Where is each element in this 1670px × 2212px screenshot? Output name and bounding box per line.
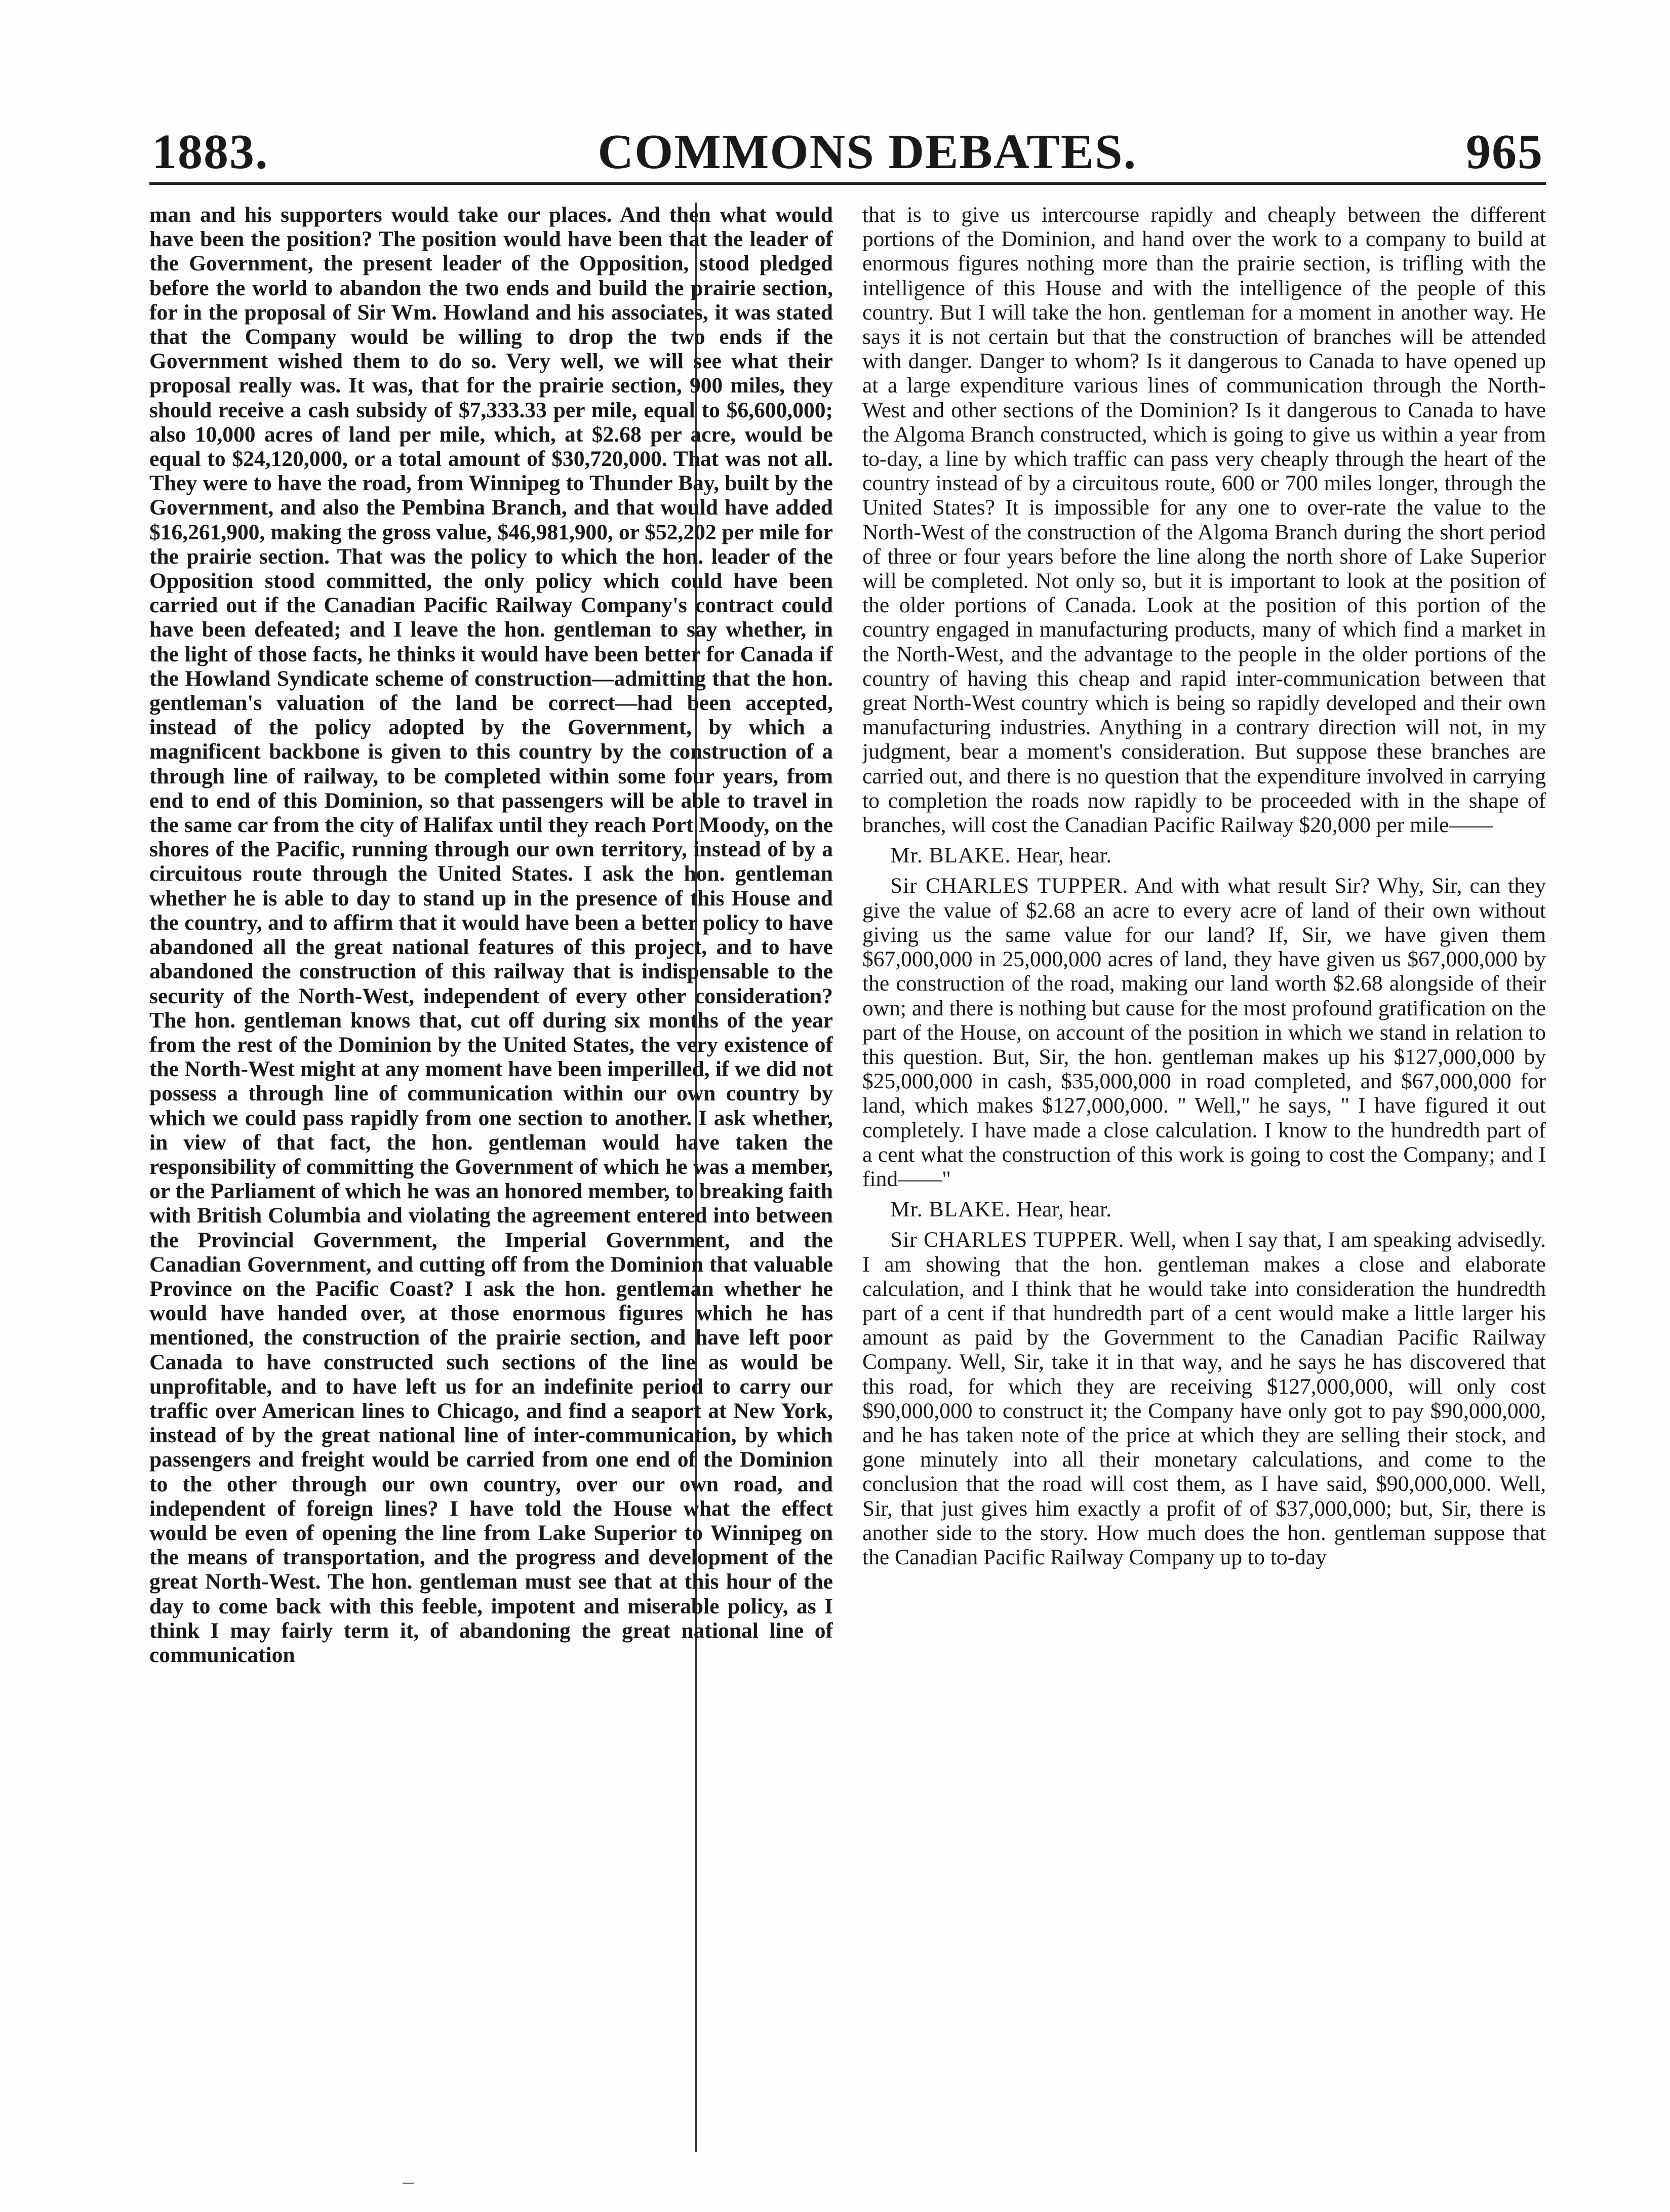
- speech-text: Hear, hear.: [1016, 1197, 1112, 1222]
- speech-tupper-2: [862, 1228, 1546, 1569]
- speech-blake-2: [862, 1197, 1546, 1221]
- page-header: [152, 119, 1543, 185]
- footer-mark: [403, 2183, 414, 2184]
- page-title: COMMONS DEBATES.: [598, 125, 1137, 179]
- left-column-paragraph: man and his supporters would take our places. And then what would have been the position? The position would have been that the leader of the Government, the present leader of the Opposition, stood pledged before the world to abandon the two ends and build the prairie section, for in the proposal of Sir Wm. Howland and his associates, it was stated that the Company would be willing to drop the two ends if the Government wished them to do so. Very well, we will see what their proposal really was. It was, that for the prairie section, 900 miles, they should receive a cash subsidy of $7,333.33 per mile, equal to $6,600,000; also 10,000 acres of land per mile, which, at $2.68 per acre, would be equal to $24,120,000, or a total amount of $30,720,000. That was not all. They were to have the road, from Winnipeg to Thunder Bay, built by the Government, and also the Pembina Branch, and that would have added $16,261,900, making the gross value, $46,981,900, or $52,202 per mile for the prairie section. That was the policy to which the hon. leader of the Opposition stood committed, the only policy which could have been carried out if the Canadian Pacific Railway Company's contract could have been defeated; and I leave the hon. gentleman to say whether, in the light of those facts, he thinks it would have been better for Canada if the Howland Syndicate scheme of construction—admitting that the hon. gentleman's valuation of the land be correct—had been accepted, instead of the policy adopted by the Government, by which a magnificent backbone is given to this country by the construction of a through line of railway, to be completed within some four years, from end to end of this Dominion, so that passengers will be able to travel in the same car from the city of Halifax until they reach Port Moody, on the shores of the Pacific, running through our own territory, instead of by a circuitous route through the United States. I ask the hon. gentleman whether he is able to day to stand up in the presence of this House and the country, and to affirm that it would have been a better policy to have abandoned all the great national features of this project, and to have abandoned the construction of this railway that is indispensable to the security of the North-West, independent of every other consideration? The hon. gentleman knows that, cut off during six months of the year from the rest of the Dominion by the United States, the very existence of the North-West might at any moment have been imperilled, if we did not possess a through line of communication within our own country by which we could pass rapidly from one section to another. I ask whether, in view of that fact, the hon. gentleman would have taken the responsibility of committing the Government of which he was a member, or the Parliament of which he was an honored member, to breaking faith with British Columbia and violating the agreement entered into between the Provincial Government, the Imperial Government, and the Canadian Government, and cutting off from the Dominion that valuable Province on the Pacific Coast? I ask the hon. gentleman whether he would have handed over, at those enormous figures which he has mentioned, the construction of the prairie section, and have left poor Canada to have constructed such sections of the line as would be unprofitable, and to have left us for an indefinite period to carry our traffic over American lines to Chicago, and find a seaport at New York, instead of by the great national line of inter-communication, by which passengers and freight would be carried from one end of the Dominion to the other through our own country, over our own road, and independent of foreign lines? I have told the House what the effect would be even of opening the line from Lake Superior to Winnipeg on the means of transportation, and the progress and development of the great North-West. The hon. gentleman must see that at this hour of the day to come back with this feeble, impotent and miserable policy, as I think I may fairly term it, of abandoning the great national line of communication: [149, 203, 833, 1667]
- speaker-name: Sir CHARLES TUPPER.: [890, 1228, 1125, 1252]
- left-column: [149, 203, 833, 2152]
- right-column-paragraph-1: that is to give us intercourse rapidly and cheaply between the different portions of the Dominion, and hand over the work to a company to build at enormous figures nothing more than the prairie section, is trifling with the intelligence of this House and with the intelligence of the people of this country. But I will take the hon. gentleman for a moment in another way. He says it is not certain but that the construction of branches will be attended with danger. Danger to whom? Is it dangerous to Canada to have opened up at a large expenditure various lines of communication through the North-West and other sections of the Dominion? Is it dangerous to Canada to have the Algoma Branch constructed, which is going to give us within a year from to-day, a line by which traffic can pass very cheaply through the heart of the country instead of by a circuitous route, 600 or 700 miles longer, through the United States? It is impossible for any one to over-rate the value to the North-West of the construction of the Algoma Branch during the short period of three or four years before the line along the north shore of Lake Superior will be completed. Not only so, but it is important to look at the position of the older portions of Canada. Look at the position of this portion of the country engaged in manufacturing products, many of which find a market in the North-West, and the advantage to the people in the older portions of the country of having this cheap and rapid inter-communication between that great North-West country which is being so rapidly developed and their own manufacturing industries. Anything in a contrary direction will not, in my judgment, bear a moment's consideration. But suppose these branches are carried out, and there is no question that the expenditure involved in carrying to completion the roads now rapidly to be proceeded with in the shape of branches, will cost the Canadian Pacific Railway $20,000 per mile——: [862, 203, 1546, 838]
- debate-text-columns: [149, 203, 1546, 2152]
- page-year: 1883.: [152, 125, 269, 179]
- speech-blake-1: [862, 843, 1546, 867]
- speaker-name: Sir CHARLES TUPPER.: [890, 874, 1129, 898]
- speaker-name: Mr. BLAKE.: [890, 1197, 1011, 1222]
- speech-text: Hear, hear.: [1016, 843, 1112, 868]
- page-number: 965: [1465, 125, 1543, 179]
- header-rule: [149, 182, 1546, 185]
- speaker-name: Mr. BLAKE.: [890, 843, 1011, 868]
- speech-text: And with what result Sir? Why, Sir, can they give the value of $2.68 an acre to every acre of land of their own without giving us the same value for our land? If, Sir, we have given them $67,000,000 in 25,000,000 acres of land, they have given us $67,000,000 by the construction of the road, making our land worth $2.68 alongside of their own; and there is nothing but cause for the most profound gratification on the part of the House, on account of the position in which we stand in relation to this question. But, Sir, the hon. gentleman makes up his $127,000,000 by $25,000,000 in cash, $35,000,000 in road completed, and $67,000,000 for land, which makes $127,000,000. " Well," he says, " I have figured it out completely. I have made a close calculation. I know to the hundredth part of a cent what the construction of this work is going to cost the Company; and I find——": [862, 874, 1546, 1191]
- speech-tupper-1: [862, 874, 1546, 1191]
- speech-text: Well, when I say that, I am speaking advisedly. I am showing that the hon. gentleman makes a close and elaborate calculation, and I think that he would take into consideration the hundredth part of a cent if that hundredth part of a cent would make a little larger his amount as paid by the Government to the Canadian Pacific Railway Company. Well, Sir, take it in that way, and he says he has discovered that this road, for which they are receiving $127,000,000, will only cost $90,000,000 to construct it; the Company have only got to pay $90,000,000, and he has taken note of the price at which they are selling their stock, and gone minutely into all their monetary calculations, and come to the conclusion that the road will cost them, as I have said, $90,000,000. Well, Sir, that just gives him exactly a profit of of $37,000,000; but, Sir, there is another side to the story. How much does the hon. gentleman suppose that the Canadian Pacific Railway Company up to to-day: [862, 1228, 1546, 1569]
- right-column: [862, 203, 1546, 2152]
